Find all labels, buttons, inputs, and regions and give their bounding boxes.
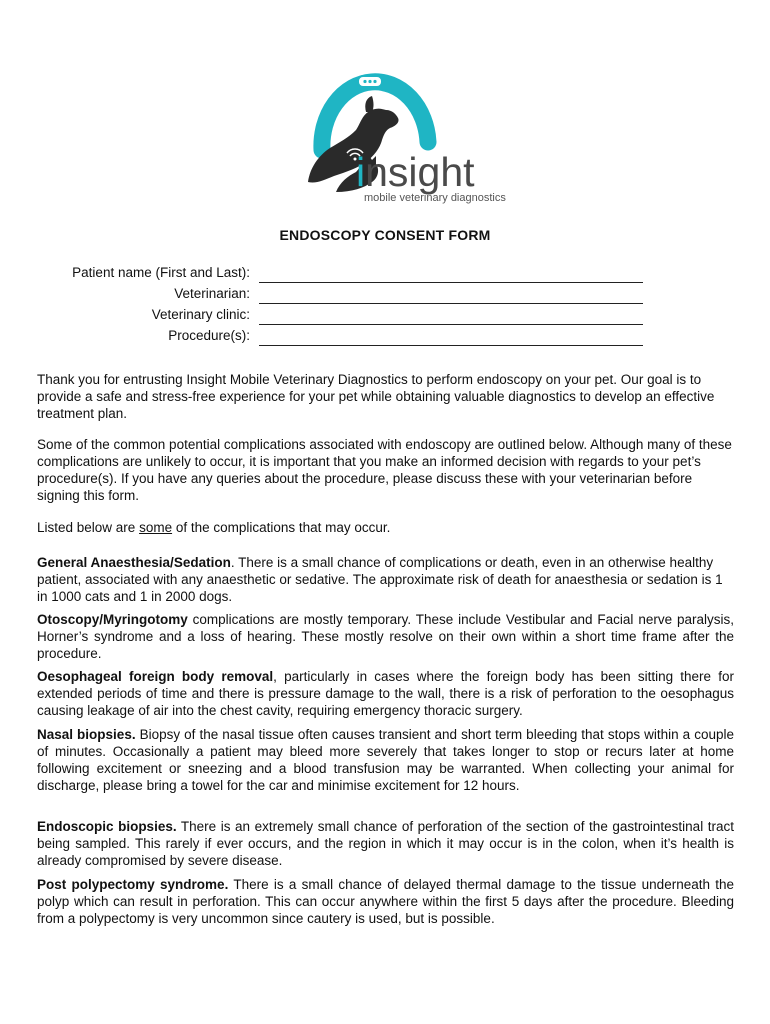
veterinarian-input[interactable] [259, 303, 643, 304]
complication-item [37, 818, 734, 869]
complication-text: There is a small chance of delayed thermal damage to the tissue underneath the polyp which can result in perforation. This can occur anywhere within the first 5 days after the procedure. Bleeding from a polypectomy is very uncommon since cautery is used, but is possible. [37, 877, 735, 926]
field-veterinary-clinic [0, 307, 770, 327]
form-title: ENDOSCOPY CONSENT FORM [279, 227, 491, 243]
brand-prefix: i [356, 149, 366, 195]
listed-suffix: of the complications that may occur. [172, 520, 391, 535]
listed-prefix: Listed below are [37, 520, 140, 535]
field-label: Veterinarian: [174, 286, 250, 301]
complication-heading: Otoscopy/Myringotomy [37, 612, 188, 627]
complication-item [37, 726, 734, 794]
complication-text: There is an extremely small chance of perforation of the section of the gastrointestinal tract being sampled. This rarely if ever occurs, and the region in which it may occur is in the colon, when it’s health is already compromised by severe disease. [37, 819, 735, 868]
complication-heading: Nasal biopsies. [37, 727, 136, 742]
listed-emphasis: some [139, 520, 173, 535]
procedures-input[interactable] [259, 345, 643, 346]
brand-wordmark [356, 149, 475, 195]
field-procedures [0, 328, 770, 348]
complication-text: complications are mostly temporary. These include Vestibular and Facial nerve paralysis, Horner’s syndrome and a loss of hearing. These mostly resolve on their own within a short time frame after the procedure. [37, 612, 734, 661]
brand-tagline: mobile veterinary diagnostics [364, 192, 506, 204]
complication-item [37, 876, 734, 927]
veterinary-clinic-input[interactable] [259, 324, 643, 325]
complication-heading: Endoscopic biopsies. [37, 819, 177, 834]
complication-text: . There is a small chance of complications or death, even in an otherwise healthy patient, associated with any anaesthetic or sedative. The approximate risk of death for anaesthesia or sedation is 1 in 1000 cats and 1 in 2000 dogs. [37, 555, 723, 604]
field-veterinarian [0, 286, 770, 306]
complication-heading: Post polypectomy syndrome. [37, 877, 229, 892]
field-label: Procedure(s): [168, 328, 250, 343]
complications-intro-paragraph: Some of the common potential complications associated with endoscopy are outlined below. Although many of these complications are unlikely to occur, it is important that you make an informed decision with regards to your pet’s procedure(s). If you have any queries about the procedure, please discuss these with your veterinarian before signing this form. [37, 437, 732, 503]
complication-item [37, 611, 734, 662]
field-patient-name [0, 265, 770, 285]
intro-paragraph: Thank you for entrusting Insight Mobile Veterinary Diagnostics to perform endoscopy on your pet. Our goal is to provide a safe and stress-free experience for your pet while obtaining valuable diagnostics to develop an effective treatment plan. [37, 372, 715, 421]
listed-below-paragraph [37, 519, 734, 536]
complication-heading: Oesophageal foreign body removal [37, 669, 274, 684]
brand-rest: nsight [365, 149, 475, 195]
field-label: Patient name (First and Last): [72, 265, 250, 280]
complication-text: Biopsy of the nasal tissue often causes transient and short term bleeding that stops within a couple of minutes. Occasionally a patient may bleed more severely that takes longer to stop or recurs later at home following excitement or sneezing and a blood transfusion may be warranted. When collecting your animal for discharge, please bring a towel for the car and minimise excitement for 12 hours. [37, 727, 734, 793]
field-label: Veterinary clinic: [151, 307, 250, 322]
complication-heading: General Anaesthesia/Sedation [37, 555, 231, 570]
complication-item [37, 554, 734, 605]
patient-name-input[interactable] [259, 282, 643, 283]
complication-text: , particularly in cases where the foreign body has been sitting there for extended periods of time and there is pressure damage to the wall, there is a risk of perforation to the oesophagus causing leakage of air into the chest cavity, requiring emergency thoracic surgery. [37, 669, 735, 718]
complication-item [37, 668, 734, 719]
